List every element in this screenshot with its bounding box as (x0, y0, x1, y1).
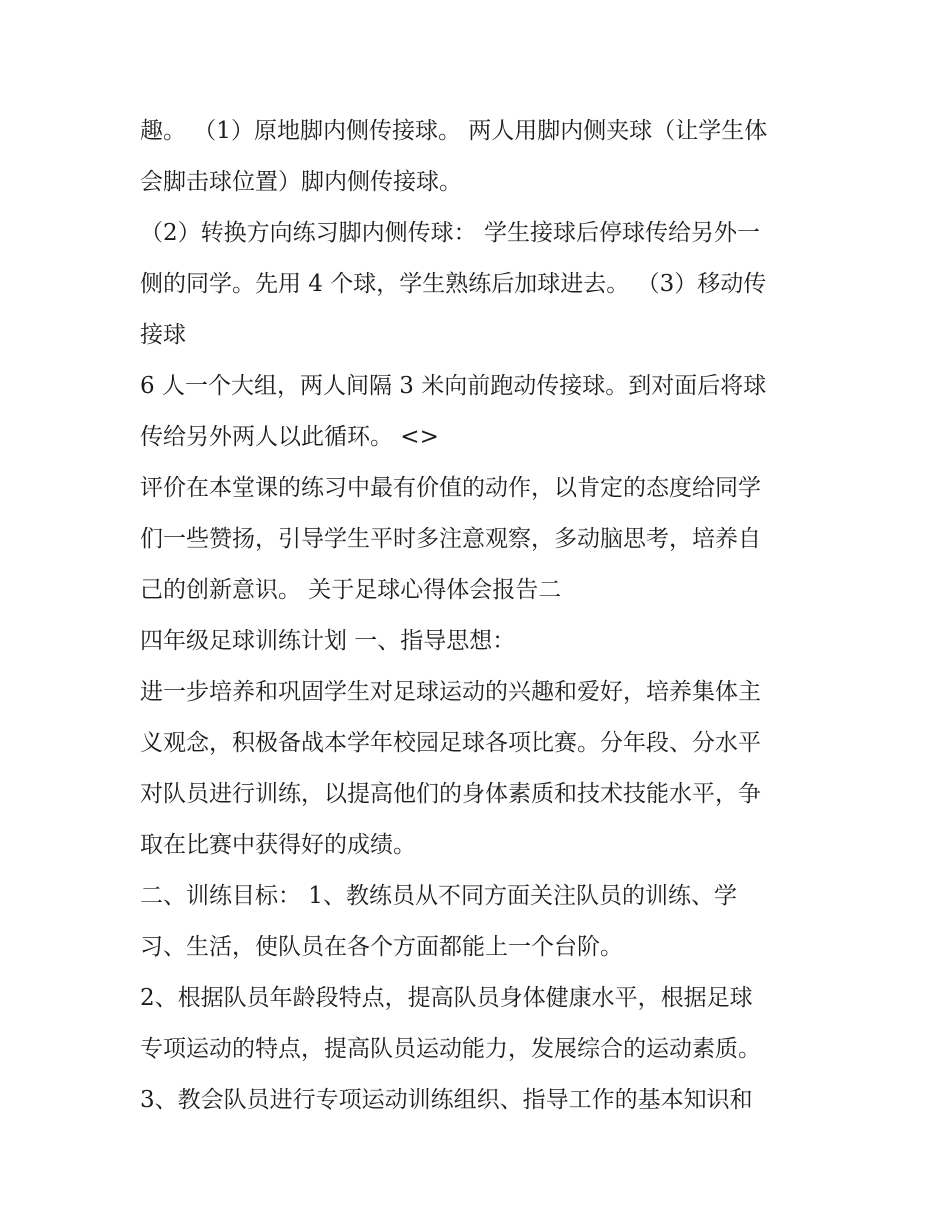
text-line: 评价在本堂课的练习中最有价值的动作，以肯定的态度给同学 (140, 475, 761, 501)
text-line: 对队员进行训练，以提高他们的身体素质和技术技能水平，争 (140, 781, 761, 807)
text-line: 3、教会队员进行专项运动训练组织、指导工作的基本知识和 (140, 1087, 753, 1113)
text-line: 己的创新意识。 关于足球心得体会报告二 (140, 577, 562, 603)
text-line: 侧的同学。先用 4 个球，学生熟练后加球进去。 （3）移动传 (140, 271, 767, 297)
document-body (140, 106, 820, 1126)
text-line: 取在比赛中获得好的成绩。 (140, 832, 416, 858)
text-line: 习、生活，使队员在各个方面都能上一个台阶。 (140, 934, 623, 960)
text-line: 接球 (140, 322, 186, 348)
text-line: 2、根据队员年龄段特点，提高队员身体健康水平，根据足球 (140, 985, 753, 1011)
section-heading-line: 二、训练目标： 1、教练员从不同方面关注队员的训练、学 (140, 883, 737, 909)
text-line: 义观念，积极备战本学年校园足球各项比赛。分年段、分水平 (140, 730, 761, 756)
text-line: （2）转换方向练习脚内侧传球： 学生接球后停球传给另外一 (140, 220, 760, 246)
section-heading-line: 四年级足球训练计划 一、指导思想： (140, 628, 516, 654)
text-line: 们一些赞扬，引导学生平时多注意观察，多动脑思考，培养自 (140, 526, 761, 552)
text-line: 会脚击球位置）脚内侧传接球。 (140, 169, 462, 195)
text-line: 专项运动的特点，提高队员运动能力，发展综合的运动素质。 (140, 1036, 761, 1062)
text-line: 趣。 （1）原地脚内侧传接球。 两人用脚内侧夹球（让学生体 (140, 118, 768, 144)
text-line: 6 人一个大组，两人间隔 3 米向前跑动传接球。到对面后将球 (140, 373, 767, 399)
text-line: 传给另外两人以此循环。 <> (140, 424, 439, 450)
text-line: 进一步培养和巩固学生对足球运动的兴趣和爱好，培养集体主 (140, 679, 761, 705)
